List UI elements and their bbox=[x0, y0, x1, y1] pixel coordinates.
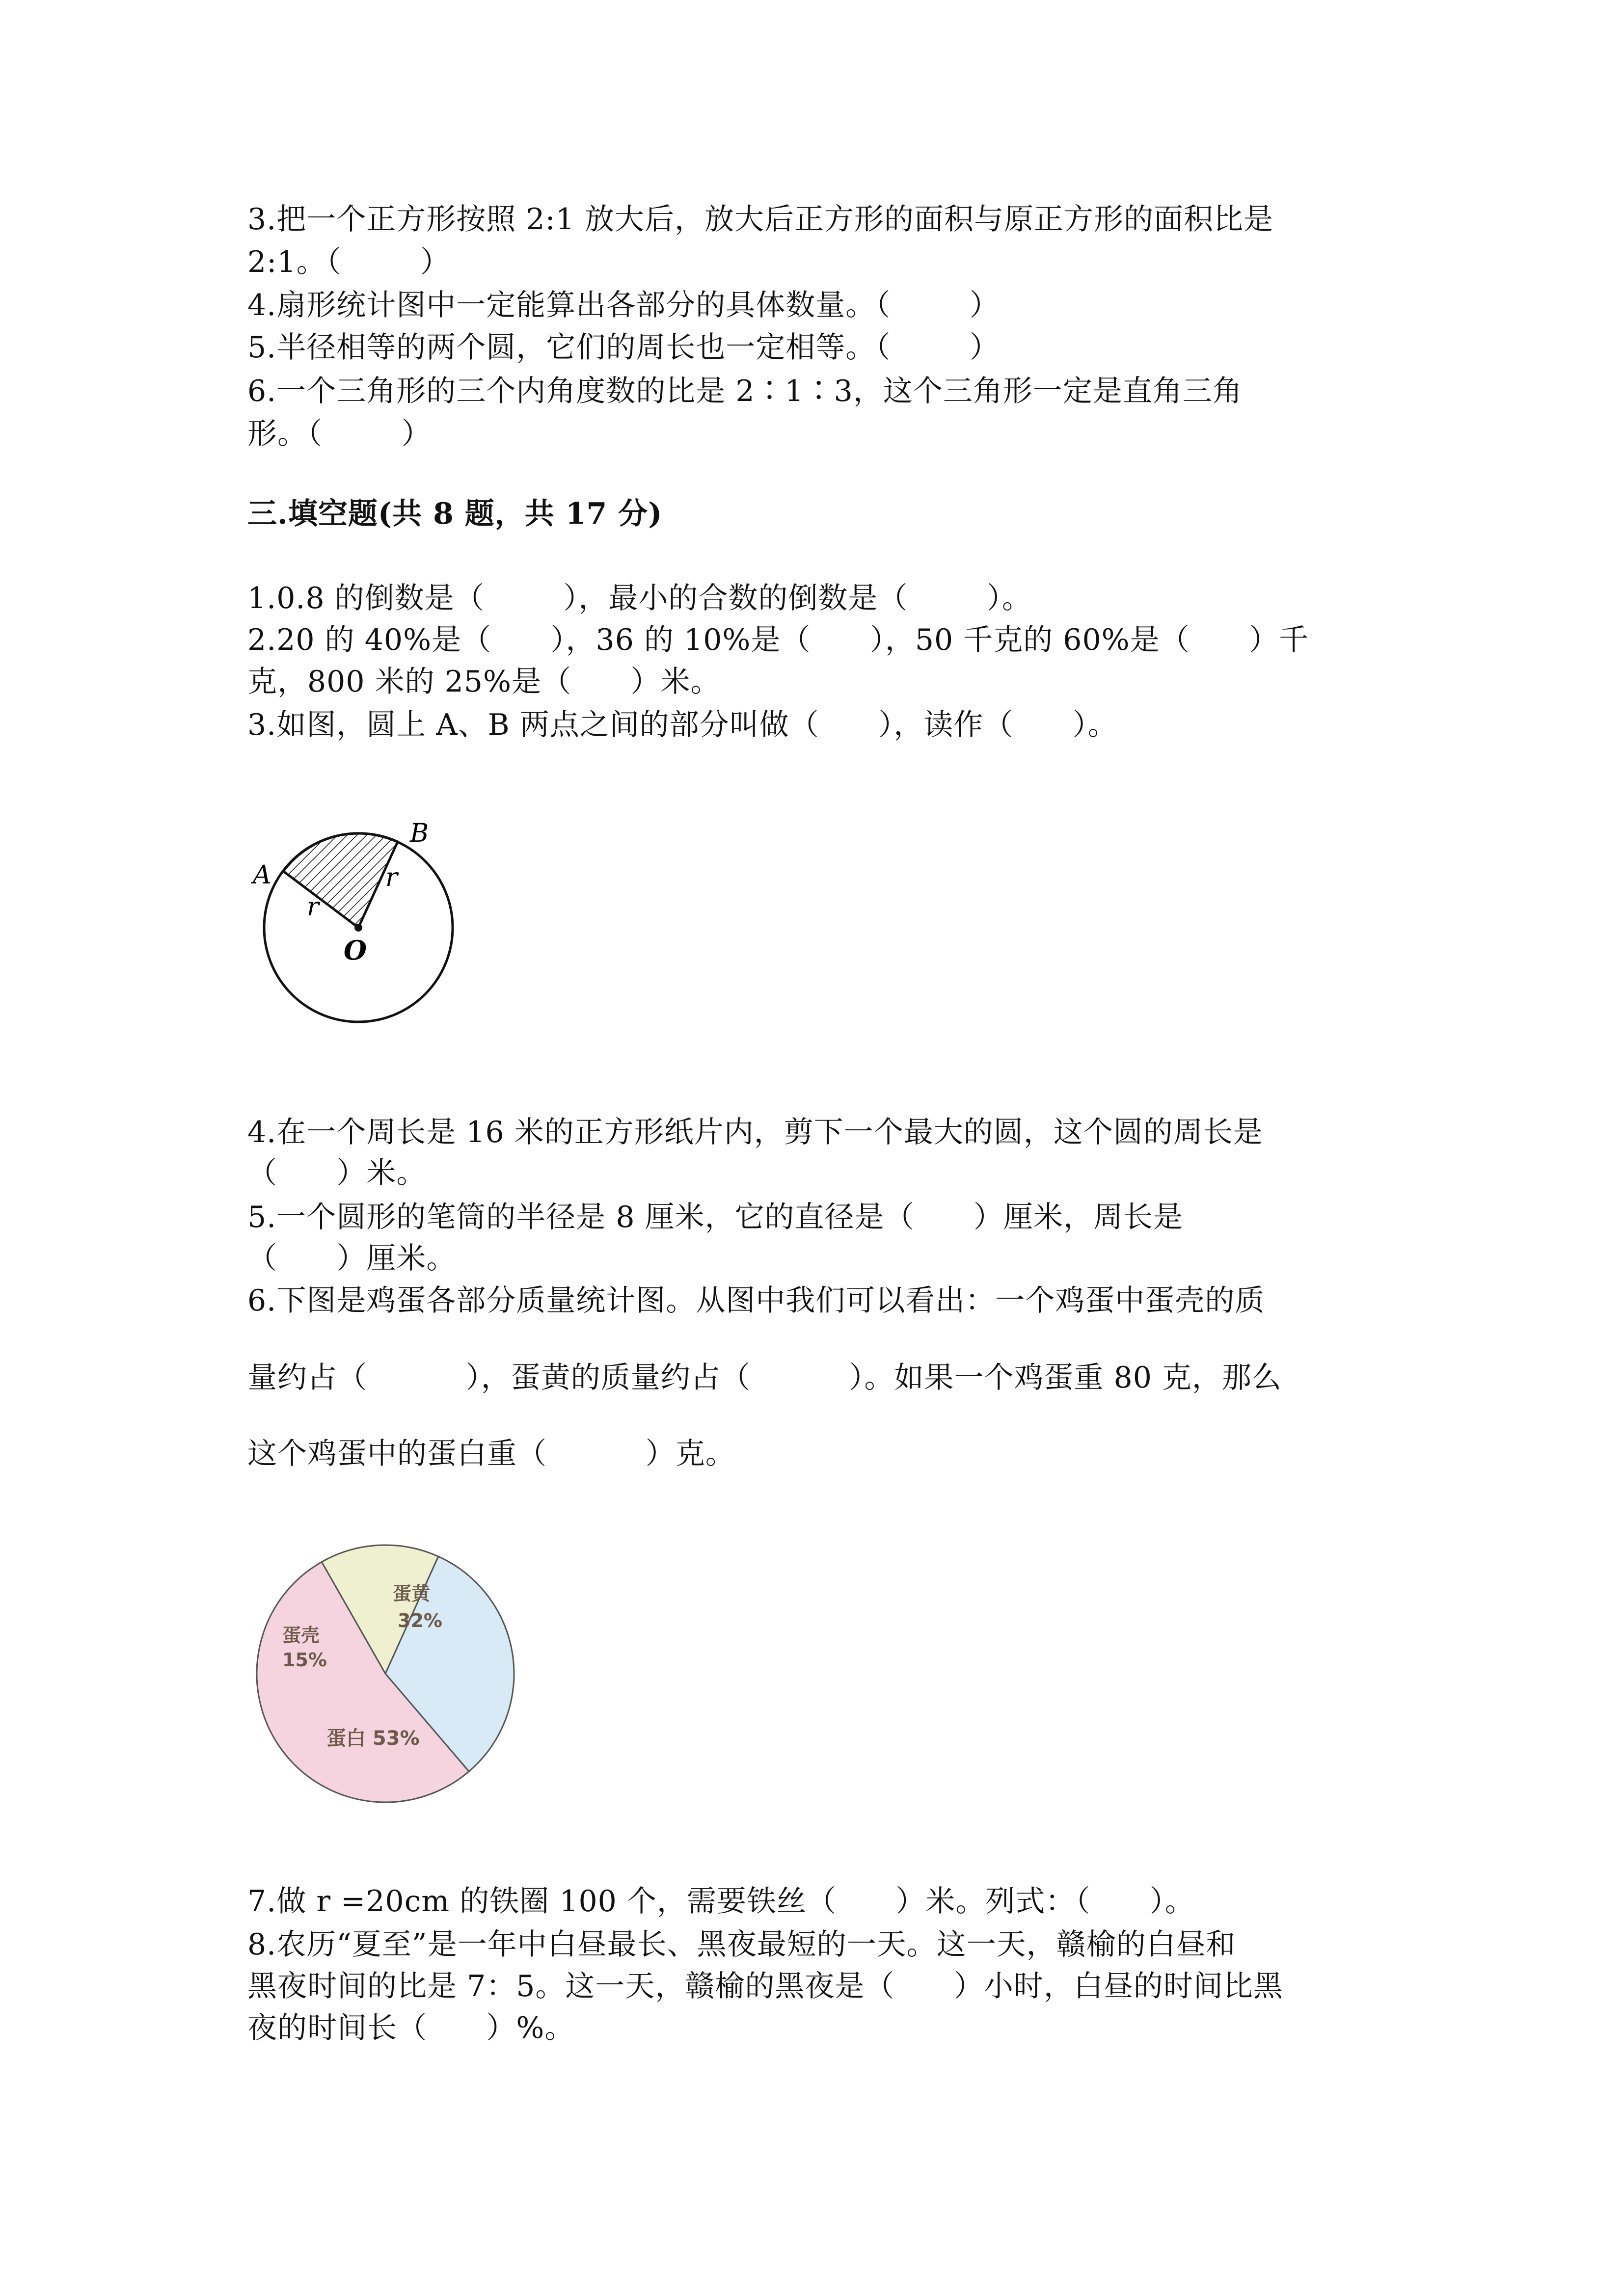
judge-q5: 5.半径相等的两个圆，它们的周长也一定相等。（ ） bbox=[247, 330, 1000, 365]
fill-q4-line2: （ ）米。 bbox=[247, 1156, 427, 1190]
fill-q2-line1: 2.20 的 40%是（ ），36 的 10%是（ ），50 千克的 60%是（ ）千 bbox=[247, 623, 1309, 657]
fill-q6-line3: 这个鸡蛋中的蛋白重（ ）克。 bbox=[247, 1437, 735, 1471]
label-yolk-name: 蛋黄 bbox=[393, 1583, 431, 1604]
center-point bbox=[354, 924, 362, 932]
fill-q8-line1: 8.农历“夏至”是一年中白昼最长、黑夜最短的一天。这一天，赣榆的白昼和 bbox=[247, 1927, 1236, 1962]
judge-q3-line2: 2:1。（ ） bbox=[247, 245, 451, 279]
fill-q5-line1: 5.一个圆形的笔筒的半径是 8 厘米，它的直径是（ ）厘米，周长是 bbox=[247, 1200, 1183, 1234]
section-heading: 三.填空题(共 8 题，共 17 分) bbox=[247, 497, 663, 531]
label-b: B bbox=[410, 819, 429, 848]
label-o: O bbox=[344, 934, 367, 966]
label-r-left: r bbox=[307, 892, 319, 922]
circle-sector-figure bbox=[248, 817, 464, 1033]
shaded-sector bbox=[283, 833, 398, 928]
judge-q3-line1: 3.把一个正方形按照 2:1 放大后，放大后正方形的面积与原正方形的面积比是 bbox=[247, 202, 1273, 237]
fill-q1: 1.0.8 的倒数是（ ），最小的合数的倒数是（ ）。 bbox=[247, 581, 1032, 615]
judge-q4: 4.扇形统计图中一定能算出各部分的具体数量。（ ） bbox=[247, 288, 1000, 322]
egg-pie-chart bbox=[248, 1536, 523, 1811]
fill-q6-line1: 6.下图是鸡蛋各部分质量统计图。从图中我们可以看出：一个鸡蛋中蛋壳的质 bbox=[247, 1283, 1265, 1318]
label-yolk-value: 32% bbox=[398, 1610, 442, 1631]
label-r-right: r bbox=[385, 863, 398, 892]
label-shell-value: 15% bbox=[282, 1649, 327, 1671]
judge-q6-line2: 形。（ ） bbox=[247, 417, 432, 451]
fill-q7: 7.做 r =20cm 的铁圈 100 个，需要铁丝（ ）米。列式：（ ）。 bbox=[247, 1884, 1195, 1919]
fill-q2-line2: 克，800 米的 25%是（ ）米。 bbox=[247, 665, 721, 699]
fill-q4-line1: 4.在一个周长是 16 米的正方形纸片内，剪下一个最大的圆，这个圆的周长是 bbox=[247, 1115, 1263, 1149]
label-shell-name: 蛋壳 bbox=[282, 1625, 320, 1646]
fill-q6-line2: 量约占（ ），蛋黄的质量约占（ ）。如果一个鸡蛋重 80 克，那么 bbox=[247, 1361, 1282, 1395]
pie-slices bbox=[257, 1545, 514, 1802]
fill-q8-line2: 黑夜时间的比是 7：5。这一天，赣榆的黑夜是（ ）小时，白昼的时间比黑 bbox=[247, 1969, 1283, 2003]
judge-q6-line1: 6.一个三角形的三个内角度数的比是 2∶1∶3，这个三角形一定是直角三角 bbox=[247, 374, 1243, 408]
label-white: 蛋白 53% bbox=[326, 1727, 420, 1750]
fill-q3: 3.如图，圆上 A、B 两点之间的部分叫做（ ），读作（ ）。 bbox=[247, 708, 1118, 742]
fill-q5-line2: （ ）厘米。 bbox=[247, 1241, 457, 1276]
label-a: A bbox=[253, 860, 271, 890]
fill-q8-line3: 夜的时间长（ ）%。 bbox=[247, 2011, 575, 2045]
